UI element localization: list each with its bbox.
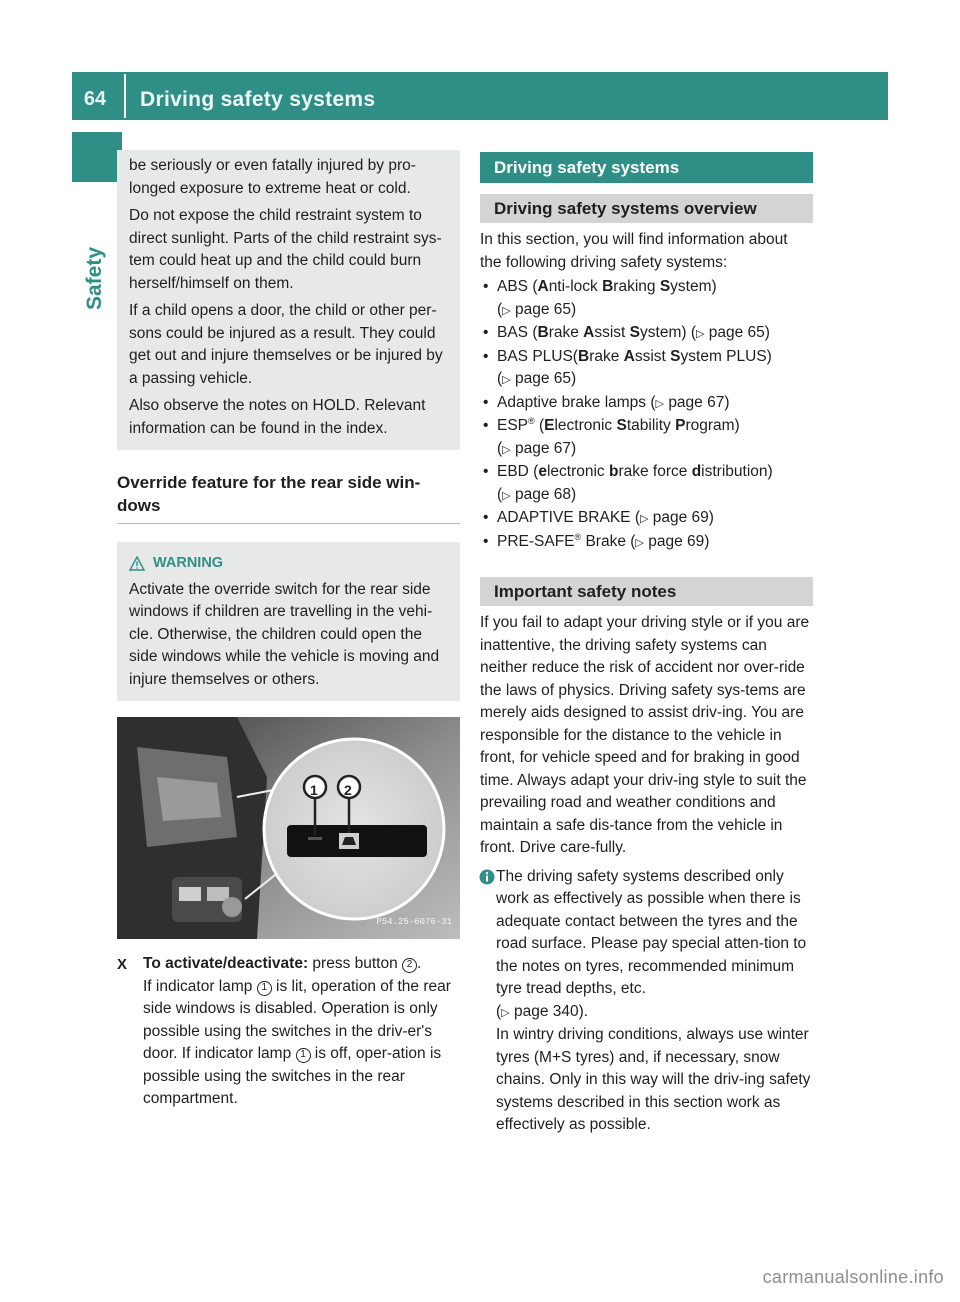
- list-item: • ADAPTIVE BRAKE (▷ page 69): [480, 507, 813, 531]
- subheading-overview: Driving safety systems overview: [480, 194, 813, 223]
- callout-2-label: 2: [344, 782, 352, 798]
- photo-caption: P54.25-6076-31: [376, 916, 452, 927]
- systems-list: [480, 276, 813, 554]
- page-reference[interactable]: page 65: [514, 370, 571, 387]
- left-column: [117, 150, 460, 1111]
- section-heading-main: Driving safety systems: [480, 152, 813, 183]
- step-text: .: [417, 955, 422, 972]
- warning-text: Activate the override switch for the rear side windows if children are travelling in the vehi-cle. Otherwise, the children could open the side windows while the vehicle is moving and injure themselves or others.: [129, 580, 440, 688]
- info-icon: [479, 869, 495, 885]
- list-item: • ABS (Anti-lock Braking System) (▷ page 65): [480, 276, 813, 322]
- step-text: is lit, operation of the rear side windows is disabled. Operation is only possible using the switches in the driv-er's door. If indicator lamp: [143, 977, 451, 1062]
- page-reference[interactable]: page 340: [513, 1002, 579, 1020]
- step-label: To activate/deactivate:: [143, 955, 309, 972]
- page-reference[interactable]: page 69: [648, 532, 705, 550]
- number-1-icon: 1: [257, 981, 272, 996]
- right-column: [480, 152, 813, 1137]
- box-paragraph: Do not expose the child restraint system to direct sunlight. Parts of the child restraint sys-tem could heat up and the child could burn herself/himself on them.: [129, 207, 442, 292]
- watermark: carmanualsonline.info: [762, 1267, 944, 1287]
- arrow-right-icon: ▷: [502, 374, 511, 386]
- step-text: is off, oper-ation is possible using the switches in the rear compartment.: [143, 1045, 442, 1107]
- arrow-right-icon: ▷: [502, 443, 511, 456]
- page-title: Driving safety systems: [140, 88, 376, 111]
- box-paragraph: be seriously or even fatally injured by pro-longed exposure to extreme heat or cold.: [129, 157, 416, 197]
- instruction-step: [117, 953, 460, 1111]
- page-reference[interactable]: page 65: [514, 300, 571, 318]
- notes-paragraph: If you fail to adapt your driving style or if you are inattentive, the driving safety systems can neither reduce the risk of accident nor over-ride the laws of physics. Driving safety sys-tems are merely aids designed to assist driv-ing. You are responsible for the distance to the vehicle in front, for vehicle speed and for braking in good time. Always adapt your driv-ing style to suit the prevailing road and weather conditions and maintain a safe dis-tance from the vehicle in front. Drive care-fully.: [480, 614, 810, 856]
- subheading-notes: Important safety notes: [480, 577, 813, 606]
- list-item: • PRE-SAFE® Brake (▷ page 69): [480, 531, 813, 555]
- arrow-right-icon: ▷: [695, 328, 705, 340]
- number-1-icon: 1: [296, 1048, 311, 1063]
- info-note: [480, 866, 813, 1137]
- info-text: In wintry driving conditions, always use winter tyres (M+S tyres) and, if necessary, snow chains. Only in this way will the driv-ing safety systems described in this section work as effectively as possible.: [496, 1026, 811, 1133]
- step-text: press button: [308, 955, 403, 972]
- arrow-right-icon: ▷: [635, 536, 644, 549]
- page-reference[interactable]: page 68: [514, 485, 571, 503]
- page-number: 64: [83, 88, 107, 110]
- side-tab: [72, 188, 122, 328]
- box-paragraph: Also observe the notes on HOLD. Relevant information can be found in the index.: [129, 397, 426, 437]
- page-reference[interactable]: page 67: [668, 393, 725, 411]
- warning-header: [129, 552, 448, 575]
- arrow-right-icon: ▷: [501, 1006, 510, 1019]
- arrow-right-icon: ▷: [502, 489, 511, 502]
- continued-warning-box: [117, 150, 460, 450]
- number-2-icon: 2: [402, 958, 417, 973]
- list-item: • EBD (electronic brake force distribution) (▷ page 68): [480, 461, 813, 507]
- section-heading-override: Override feature for the rear side win-dows: [117, 472, 460, 524]
- page-reference[interactable]: page 69: [652, 509, 709, 526]
- list-item: • ESP® (Electronic Stability Program) (▷ page 67): [480, 415, 813, 461]
- arrow-right-icon: ▷: [502, 304, 511, 317]
- warning-box: [117, 542, 460, 701]
- door-panel-illustration: [117, 717, 460, 939]
- info-text: The driving safety systems described only work as effectively as possible when there is adequate contact between the tyres and the road surface. Please pay special atten-tion to the notes on tyres, recommended minimum tyre tread depths, etc. (▷ page 340).: [496, 867, 807, 1020]
- list-item: • Adaptive brake lamps (▷ page 67): [480, 392, 813, 416]
- page-reference[interactable]: page 67: [514, 439, 571, 457]
- arrow-right-icon: ▷: [655, 397, 664, 410]
- door-switch-photo: [117, 717, 460, 939]
- step-marker-icon: X: [117, 956, 128, 973]
- step-text: If indicator lamp: [143, 977, 257, 995]
- intro-paragraph: In this section, you will find information about the following driving safety systems:: [480, 231, 788, 271]
- list-item: • BAS (Brake Assist System) (▷ page 65): [480, 322, 813, 346]
- callout-1-label: 1: [310, 782, 318, 798]
- warning-triangle-icon: [129, 556, 145, 571]
- header-divider: [124, 74, 126, 118]
- box-paragraph: If a child opens a door, the child or other per-sons could be injured as a result. They could get out and injure themselves or be injured by a passing vehicle.: [129, 302, 443, 387]
- warning-label: WARNING: [153, 555, 224, 571]
- arrow-right-icon: ▷: [639, 513, 649, 525]
- side-square: [72, 132, 122, 182]
- side-tab-label: Safety: [83, 246, 106, 310]
- list-item: • BAS PLUS(Brake Assist System PLUS) (▷ page 65): [480, 346, 813, 392]
- page-reference[interactable]: page 65: [708, 324, 765, 341]
